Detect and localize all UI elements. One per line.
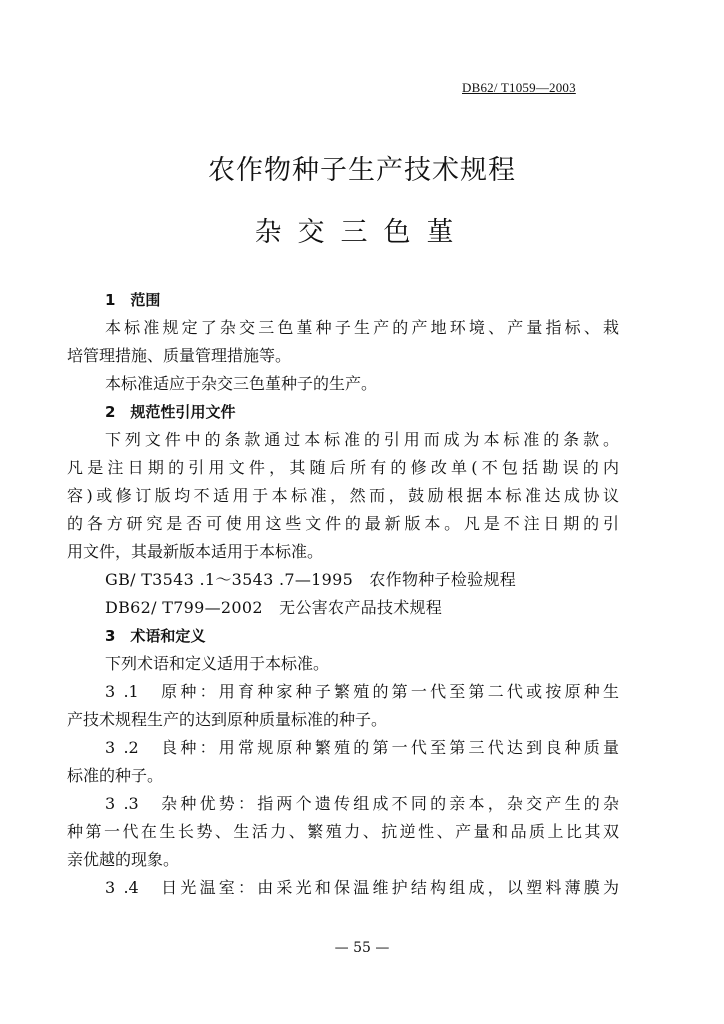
text-line: 容)或修订版均不适用于本标准，然而，鼓励根据本标准达成协议 (67, 486, 619, 505)
text-line: 3 .1 原种：用育种家种子繁殖的第一代至第二代或按原种生 (105, 682, 619, 701)
document-title: 农作物种子生产技术规程 (208, 155, 516, 186)
text-line: 3 .4 日光温室：由采光和保温维护结构组成，以塑料薄膜为 (105, 878, 619, 897)
page-number: — 55 — (334, 940, 390, 956)
document-subtitle: 杂交三色堇 (254, 217, 470, 248)
text-line: DB62/ T799—2002 无公害农产品技术规程 (105, 598, 443, 617)
section-heading: 3 术语和定义 (105, 627, 206, 645)
text-line: 培管理措施、质量管理措施等。 (67, 346, 292, 365)
text-line: 产技术规程生产的达到原种质量标准的种子。 (67, 710, 388, 729)
standard-code: DB62/ T1059—2003 (462, 80, 576, 95)
text-line: 亲优越的现象。 (67, 850, 180, 869)
text-line: 3 .3 杂种优势：指两个遗传组成不同的亲本，杂交产生的杂 (105, 794, 619, 813)
text-line: 标准的种子。 (67, 766, 164, 785)
text-line: 本标准适应于杂交三色堇种子的生产。 (105, 374, 378, 393)
text-line: GB/ T3543 .1～3543 .7—1995 农作物种子检验规程 (105, 570, 517, 589)
text-line: 本标准规定了杂交三色堇种子生产的产地环境、产量指标、栽 (105, 318, 619, 337)
text-line: 种第一代在生长势、生活力、繁殖力、抗逆性、产量和品质上比其双 (67, 822, 619, 841)
text-line: 凡是注日期的引用文件，其随后所有的修改单(不包括勘误的内 (67, 458, 619, 477)
text-line: 的各方研究是否可使用这些文件的最新版本。凡是不注日期的引 (67, 514, 619, 533)
text-line: 用文件，其最新版本适用于本标准。 (67, 542, 324, 561)
text-line: 3 .2 良种：用常规原种繁殖的第一代至第三代达到良种质量 (105, 738, 619, 757)
section-heading: 1 范围 (105, 291, 161, 309)
text-line: 下列文件中的条款通过本标准的引用而成为本标准的条款。 (105, 430, 619, 449)
section-heading: 2 规范性引用文件 (105, 403, 236, 421)
text-line: 下列术语和定义适用于本标准。 (105, 654, 330, 673)
body-text (67, 286, 619, 902)
